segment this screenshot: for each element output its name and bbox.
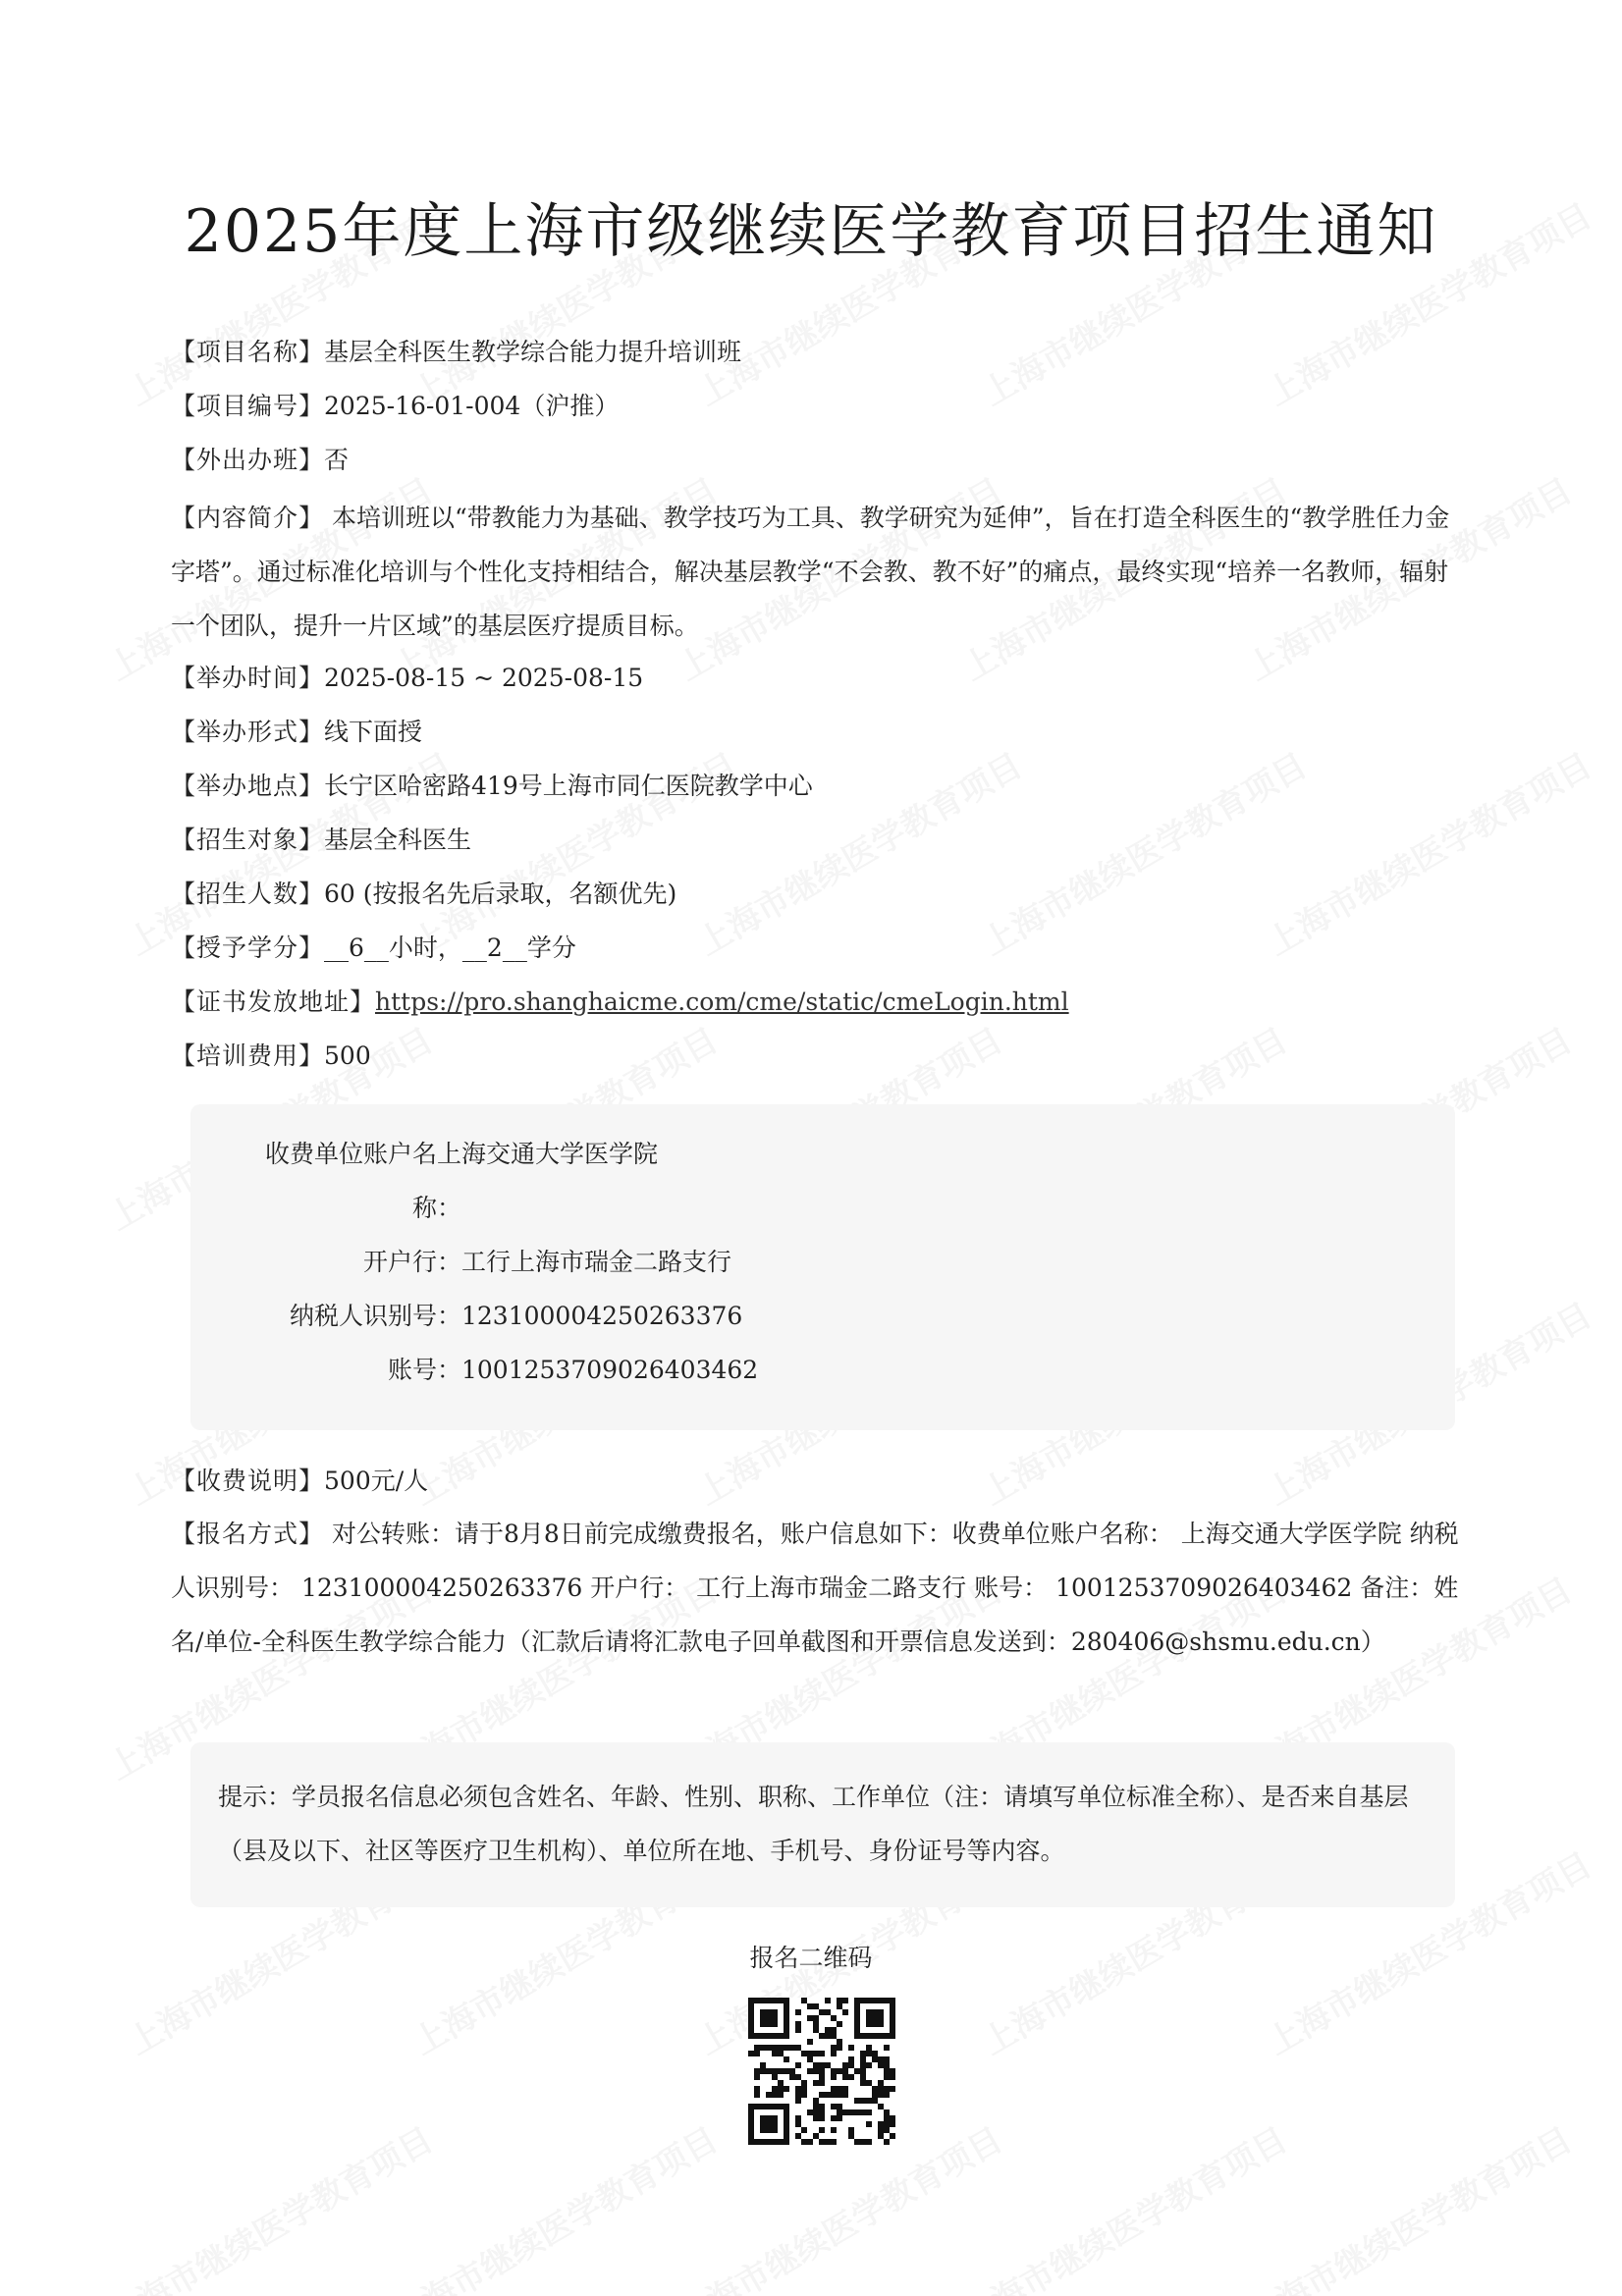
field-label: 【举办时间】 xyxy=(171,664,325,692)
tax-value: 123100004250263376 xyxy=(461,1302,743,1330)
field-label: 【举办形式】 xyxy=(171,718,325,746)
watermark-text xyxy=(952,2113,1294,2296)
field-label: 【招生人数】 xyxy=(171,880,325,908)
field-value: 长宁区哈密路419号上海市同仁医院教学中心 xyxy=(324,772,813,800)
bank-row xyxy=(265,1244,731,1281)
field-value: __6__小时，__2__学分 xyxy=(324,934,576,962)
certificate-link[interactable]: https://pro.shanghaicme.com/cme/static/cmeLogin.html xyxy=(375,988,1069,1016)
field-label: 【内容简介】 xyxy=(171,504,325,532)
field-value: 60 (按报名先后录取，名额优先) xyxy=(324,880,677,908)
account-info-box xyxy=(190,1104,1455,1430)
account-name-value: 上海交通大学医学院 xyxy=(437,1140,659,1168)
field-certificate xyxy=(171,984,1069,1021)
field-value: 500元/人 xyxy=(324,1467,429,1495)
field-value: 否 xyxy=(324,446,350,474)
qr-code-label: 报名二维码 xyxy=(749,1944,873,1972)
watermark-text xyxy=(972,739,1314,964)
field-intro xyxy=(171,491,1467,653)
field-fee xyxy=(171,1038,371,1075)
account-name-label: 收费单位账户名 xyxy=(265,1140,438,1168)
field-value: 2025-16-01-004（沪推） xyxy=(324,392,620,420)
field-label: 【招生对象】 xyxy=(171,826,325,854)
field-value: 线下面授 xyxy=(324,718,423,746)
field-label: 【收费说明】 xyxy=(171,1467,325,1495)
field-fee-note xyxy=(171,1463,428,1500)
field-credit xyxy=(171,930,576,967)
account-value: 1001253709026403462 xyxy=(461,1356,759,1384)
tax-row xyxy=(265,1298,742,1335)
bank-label: 开户行： xyxy=(362,1248,461,1276)
qr-code-image[interactable] xyxy=(748,1998,895,2145)
account-label: 账号： xyxy=(387,1356,461,1384)
field-label: 【项目名称】 xyxy=(171,338,325,366)
watermark-text xyxy=(383,2113,725,2296)
field-label: 【项目编号】 xyxy=(171,392,325,420)
field-signup xyxy=(171,1507,1467,1669)
field-outside-class xyxy=(171,442,349,479)
field-location xyxy=(171,768,813,805)
field-project-code xyxy=(171,388,619,425)
field-value: 对公转账：请于8月8日前完成缴费报名，账户信息如下：收费单位账户名称： 上海交通大学医学院 纳税人识别号： 123100004250263376 开户行： 工行上海市瑞金二路支行 账号： 1001253709026403462 备注：姓名/单位-全科医生教学综合能力（汇款后请将汇款电子回单截图和开票信息发送到：280406@shsmu.edu.cn） xyxy=(171,1520,1459,1656)
field-value: 500 xyxy=(324,1041,371,1070)
field-label: 【举办地点】 xyxy=(171,772,325,800)
field-label: 【培训费用】 xyxy=(171,1041,325,1070)
tip-text: 提示：学员报名信息必须包含姓名、年龄、性别、职称、工作单位（注：请填写单位标准全称）、是否来自基层（县及以下、社区等医疗卫生机构）、单位所在地、手机号、身份证号等内容。 xyxy=(218,1783,1409,1865)
field-value: 本培训班以“带教能力为基础、教学技巧为工具、教学研究为延伸”，旨在打造全科医生的“教学胜任力金字塔”。通过标准化培训与个性化支持相结合，解决基层教学“不会教、教不好”的痛点，最终实现“培养一名教师，辐射一个团队，提升一片区域”的基层医疗提质目标。 xyxy=(171,504,1450,640)
field-label: 【外出办班】 xyxy=(171,446,325,474)
field-value: 基层全科医生教学综合能力提升培训班 xyxy=(324,338,742,366)
tax-label: 纳税人识别号： xyxy=(289,1302,461,1330)
field-project-name xyxy=(171,334,741,371)
watermark-text xyxy=(1257,739,1598,964)
watermark-text xyxy=(1237,2113,1579,2296)
field-count xyxy=(171,876,676,913)
watermark-text xyxy=(98,2113,440,2296)
account-row xyxy=(265,1352,758,1389)
bank-value: 工行上海市瑞金二路支行 xyxy=(461,1248,732,1276)
field-label: 【证书发放地址】 xyxy=(171,988,376,1016)
field-time xyxy=(171,660,643,697)
field-form xyxy=(171,714,422,751)
account-name-label-cont-row xyxy=(265,1190,461,1227)
field-label: 【报名方式】 xyxy=(171,1520,325,1548)
account-name-row xyxy=(265,1136,658,1173)
account-name-label-cont: 称： xyxy=(411,1194,461,1222)
field-target xyxy=(171,822,471,859)
field-label: 【授予学分】 xyxy=(171,934,325,962)
field-value: 基层全科医生 xyxy=(324,826,472,854)
page-title: 2025年度上海市级继续医学教育项目招生通知 xyxy=(184,197,1438,266)
field-value: 2025-08-15 ~ 2025-08-15 xyxy=(324,664,644,692)
